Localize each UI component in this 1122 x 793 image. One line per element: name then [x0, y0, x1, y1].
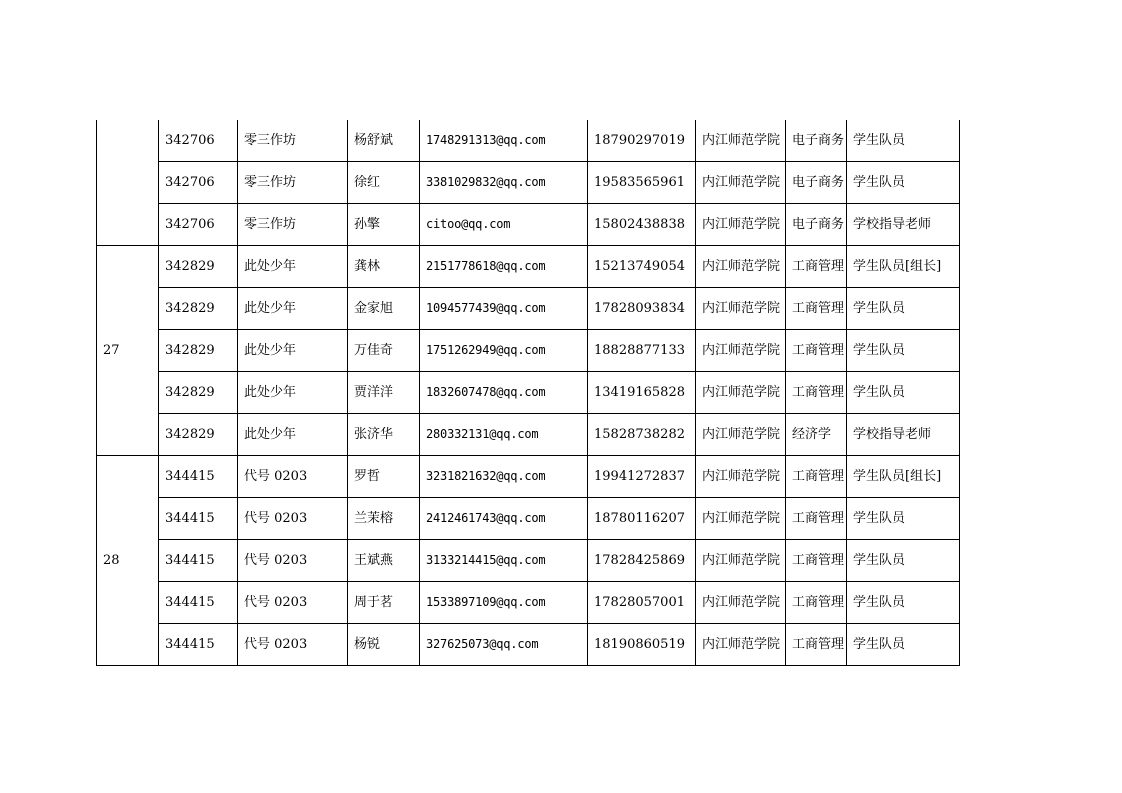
email-cell: 2151778618@qq.com: [420, 246, 588, 288]
table-row: [97, 204, 960, 246]
phone-cell: 17828057001: [588, 582, 696, 624]
email-cell: 3133214415@qq.com: [420, 540, 588, 582]
school-cell: 内江师范学院: [696, 288, 786, 330]
table-row: [97, 498, 960, 540]
member-name-cell: 周于茗: [348, 582, 420, 624]
table-row: [97, 624, 960, 666]
team-name-cell: 此处少年: [238, 288, 348, 330]
team-roster-table: [96, 120, 960, 666]
role-cell: 学校指导老师: [847, 204, 960, 246]
team-id-cell: 342706: [159, 120, 238, 162]
email-cell: 1094577439@qq.com: [420, 288, 588, 330]
school-cell: 内江师范学院: [696, 120, 786, 162]
school-cell: 内江师范学院: [696, 498, 786, 540]
email-cell: 3381029832@qq.com: [420, 162, 588, 204]
member-name-cell: 万佳奇: [348, 330, 420, 372]
role-cell: 学生队员: [847, 498, 960, 540]
team-id-cell: 342829: [159, 288, 238, 330]
table-row: [97, 582, 960, 624]
major-cell: 电子商务: [786, 162, 847, 204]
school-cell: 内江师范学院: [696, 456, 786, 498]
role-cell: 学生队员[组长]: [847, 246, 960, 288]
roster-body: [97, 120, 960, 666]
school-cell: 内江师范学院: [696, 246, 786, 288]
role-cell: 学生队员: [847, 288, 960, 330]
school-cell: 内江师范学院: [696, 204, 786, 246]
table-row: [97, 372, 960, 414]
email-cell: 1751262949@qq.com: [420, 330, 588, 372]
table-row: [97, 246, 960, 288]
phone-cell: 18828877133: [588, 330, 696, 372]
school-cell: 内江师范学院: [696, 330, 786, 372]
phone-cell: 18780116207: [588, 498, 696, 540]
team-id-cell: 342829: [159, 414, 238, 456]
major-cell: 工商管理: [786, 540, 847, 582]
member-name-cell: 杨舒斌: [348, 120, 420, 162]
group-number-cell: 27: [97, 246, 159, 456]
major-cell: 工商管理: [786, 498, 847, 540]
role-cell: 学生队员: [847, 372, 960, 414]
role-cell: 学生队员: [847, 330, 960, 372]
major-cell: 工商管理: [786, 456, 847, 498]
phone-cell: 13419165828: [588, 372, 696, 414]
phone-cell: 17828425869: [588, 540, 696, 582]
group-number-cell: [97, 120, 159, 246]
team-name-cell: 此处少年: [238, 246, 348, 288]
team-name-cell: 代号 0203: [238, 624, 348, 666]
phone-cell: 15802438838: [588, 204, 696, 246]
phone-cell: 17828093834: [588, 288, 696, 330]
team-name-cell: 代号 0203: [238, 582, 348, 624]
email-cell: citoo@qq.com: [420, 204, 588, 246]
table-row: [97, 162, 960, 204]
team-id-cell: 342706: [159, 162, 238, 204]
phone-cell: 15213749054: [588, 246, 696, 288]
table-row: [97, 414, 960, 456]
team-name-cell: 零三作坊: [238, 204, 348, 246]
phone-cell: 18790297019: [588, 120, 696, 162]
major-cell: 工商管理: [786, 246, 847, 288]
major-cell: 工商管理: [786, 288, 847, 330]
team-id-cell: 344415: [159, 624, 238, 666]
team-id-cell: 342829: [159, 372, 238, 414]
school-cell: 内江师范学院: [696, 162, 786, 204]
role-cell: 学校指导老师: [847, 414, 960, 456]
member-name-cell: 杨锐: [348, 624, 420, 666]
member-name-cell: 罗哲: [348, 456, 420, 498]
major-cell: 工商管理: [786, 372, 847, 414]
email-cell: 327625073@qq.com: [420, 624, 588, 666]
team-name-cell: 此处少年: [238, 414, 348, 456]
email-cell: 1748291313@qq.com: [420, 120, 588, 162]
major-cell: 电子商务: [786, 204, 847, 246]
email-cell: 3231821632@qq.com: [420, 456, 588, 498]
team-name-cell: 此处少年: [238, 330, 348, 372]
phone-cell: 19583565961: [588, 162, 696, 204]
school-cell: 内江师范学院: [696, 624, 786, 666]
team-name-cell: 此处少年: [238, 372, 348, 414]
team-id-cell: 342829: [159, 246, 238, 288]
phone-cell: 18190860519: [588, 624, 696, 666]
major-cell: 电子商务: [786, 120, 847, 162]
member-name-cell: 王斌燕: [348, 540, 420, 582]
team-name-cell: 代号 0203: [238, 540, 348, 582]
school-cell: 内江师范学院: [696, 540, 786, 582]
table-row: [97, 456, 960, 498]
team-name-cell: 代号 0203: [238, 456, 348, 498]
role-cell: 学生队员: [847, 582, 960, 624]
email-cell: 1533897109@qq.com: [420, 582, 588, 624]
table-row: [97, 330, 960, 372]
email-cell: 1832607478@qq.com: [420, 372, 588, 414]
team-id-cell: 342706: [159, 204, 238, 246]
team-name-cell: 零三作坊: [238, 162, 348, 204]
team-id-cell: 344415: [159, 498, 238, 540]
major-cell: 工商管理: [786, 582, 847, 624]
team-id-cell: 342829: [159, 330, 238, 372]
table-row: [97, 540, 960, 582]
member-name-cell: 兰茉榕: [348, 498, 420, 540]
phone-cell: 19941272837: [588, 456, 696, 498]
school-cell: 内江师范学院: [696, 582, 786, 624]
table-row: [97, 120, 960, 162]
major-cell: 工商管理: [786, 330, 847, 372]
team-id-cell: 344415: [159, 582, 238, 624]
major-cell: 经济学: [786, 414, 847, 456]
team-name-cell: 代号 0203: [238, 498, 348, 540]
team-name-cell: 零三作坊: [238, 120, 348, 162]
major-cell: 工商管理: [786, 624, 847, 666]
team-id-cell: 344415: [159, 456, 238, 498]
school-cell: 内江师范学院: [696, 414, 786, 456]
role-cell: 学生队员: [847, 120, 960, 162]
email-cell: 280332131@qq.com: [420, 414, 588, 456]
member-name-cell: 孙擎: [348, 204, 420, 246]
role-cell: 学生队员: [847, 162, 960, 204]
member-name-cell: 贾洋洋: [348, 372, 420, 414]
school-cell: 内江师范学院: [696, 372, 786, 414]
member-name-cell: 金家旭: [348, 288, 420, 330]
member-name-cell: 龚林: [348, 246, 420, 288]
team-id-cell: 344415: [159, 540, 238, 582]
group-number-cell: 28: [97, 456, 159, 666]
member-name-cell: 张济华: [348, 414, 420, 456]
role-cell: 学生队员[组长]: [847, 456, 960, 498]
member-name-cell: 徐红: [348, 162, 420, 204]
role-cell: 学生队员: [847, 540, 960, 582]
role-cell: 学生队员: [847, 624, 960, 666]
table-row: [97, 288, 960, 330]
phone-cell: 15828738282: [588, 414, 696, 456]
email-cell: 2412461743@qq.com: [420, 498, 588, 540]
